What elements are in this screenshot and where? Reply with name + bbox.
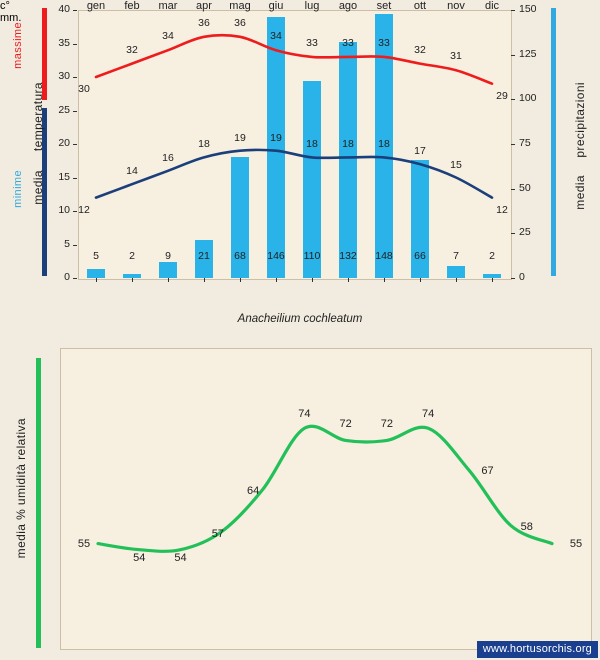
x-axis-label-mag: mag — [229, 0, 251, 12]
precip-value-label: 9 — [165, 250, 171, 262]
precip-value-label: 21 — [198, 250, 210, 262]
x-tick-mark — [132, 278, 133, 282]
minime-value-label: 18 — [306, 138, 318, 151]
humidity-curve — [98, 426, 552, 551]
legend-massime: massime — [12, 22, 24, 69]
y-tick-mark — [73, 178, 77, 179]
y2-tick-mark — [511, 55, 515, 56]
x-tick-mark — [168, 278, 169, 282]
x-axis-label-lug: lug — [304, 0, 320, 12]
y-tick-mark — [73, 77, 77, 78]
precip-value-label: 148 — [375, 250, 393, 262]
y-tick-mark — [73, 245, 77, 246]
x-tick-mark — [456, 278, 457, 282]
precip-value-label: 66 — [414, 250, 426, 262]
humidity-chart — [0, 340, 600, 660]
massime-value-label: 29 — [496, 89, 508, 102]
y2-tick-mark — [511, 278, 515, 279]
humidity-value-label: 74 — [298, 408, 311, 421]
minime-value-label: 18 — [198, 138, 210, 151]
y2-tick-mark — [511, 10, 515, 11]
humidity-value-label: 64 — [246, 485, 260, 497]
massime-value-label: 36 — [198, 16, 210, 29]
massime-value-label: 36 — [234, 16, 246, 29]
x-tick-mark — [420, 278, 421, 282]
minime-value-label: 12 — [78, 203, 90, 216]
precip-value-label: 110 — [303, 250, 321, 262]
humidity-value-label: 72 — [380, 418, 394, 431]
humidity-value-label: 55 — [77, 537, 91, 550]
precip-value-label: 7 — [453, 250, 459, 262]
y-tick-label: 15 — [58, 170, 70, 183]
minime-value-label: 16 — [162, 151, 174, 164]
precip-value-label: 132 — [339, 250, 357, 262]
minime-value-label: 18 — [342, 138, 354, 151]
y2-tick-mark — [511, 144, 515, 145]
x-tick-mark — [96, 278, 97, 282]
minime-value-label: 18 — [378, 138, 390, 151]
y2-tick-mark — [511, 233, 515, 234]
y2-tick-mark — [511, 189, 515, 190]
legend-minime: minime — [12, 170, 24, 208]
y-tick-label: 10 — [58, 204, 70, 216]
precip-value-label: 2 — [129, 250, 135, 262]
humidity-value-label: 58 — [520, 521, 533, 534]
y-tick-label: 25 — [58, 103, 70, 116]
y2-tick-label: 25 — [519, 226, 531, 239]
y2-tick-label: 150 — [519, 3, 537, 15]
x-axis-label-ott: ott — [413, 0, 427, 12]
massime-value-label: 34 — [270, 30, 282, 43]
minime-value-label: 17 — [414, 145, 426, 158]
minime-value-label: 12 — [496, 203, 508, 216]
humidity-value-label: 72 — [339, 418, 352, 431]
y-tick-mark — [73, 278, 77, 279]
y-tick-mark — [73, 44, 77, 45]
watermark: www.hortusorchis.org — [477, 641, 598, 658]
y-tick-label: 35 — [58, 36, 70, 49]
y2-tick-label: 0 — [519, 271, 525, 283]
x-axis-label-nov: nov — [447, 0, 465, 12]
massime-value-label: 30 — [78, 83, 90, 95]
precip-value-label: 68 — [234, 250, 246, 262]
x-tick-mark — [348, 278, 349, 282]
massime-value-label: 33 — [342, 36, 354, 49]
massime-line — [96, 35, 492, 84]
minime-value-label: 19 — [234, 131, 246, 144]
y2-tick-label: 50 — [519, 181, 531, 194]
humidity-value-label: 74 — [422, 408, 435, 421]
humidity-value-label: 54 — [133, 551, 146, 564]
y-tick-mark — [73, 10, 77, 11]
massime-value-label: 33 — [306, 36, 318, 49]
x-axis-label-feb: feb — [124, 0, 140, 12]
axis-unit-celsius: c° — [0, 0, 10, 12]
y-tick-label: 20 — [58, 137, 70, 149]
x-axis-label-ago: ago — [338, 0, 358, 12]
y-tick-label: 0 — [64, 271, 70, 283]
y-tick-mark — [73, 144, 77, 145]
axis-label-umidita: media % umidità relativa — [14, 418, 28, 559]
minime-value-label: 15 — [450, 158, 462, 171]
humidity-value-label: 55 — [569, 537, 583, 550]
x-axis-label-set: set — [376, 0, 392, 12]
massime-value-label: 34 — [162, 30, 174, 43]
precipitazioni-color-bar — [551, 8, 556, 276]
x-tick-mark — [384, 278, 385, 282]
axis-label-temperatura: temperatura — [31, 82, 45, 152]
x-axis-label-mar: mar — [158, 0, 178, 12]
y-tick-label: 5 — [64, 237, 70, 250]
humidity-value-label: 57 — [211, 527, 224, 540]
massime-value-label: 33 — [378, 36, 390, 49]
axis-label-precipitazioni: precipitazioni — [573, 82, 587, 158]
x-axis-label-gen: gen — [86, 0, 106, 12]
minime-value-label: 14 — [126, 165, 138, 178]
y-tick-mark — [73, 111, 77, 112]
y-tick-label: 40 — [58, 3, 70, 15]
umidita-color-bar — [36, 358, 41, 648]
massime-value-label: 32 — [414, 43, 426, 56]
x-tick-mark — [204, 278, 205, 282]
precip-value-label: 5 — [93, 250, 99, 262]
x-tick-mark — [312, 278, 313, 282]
y-tick-label: 30 — [58, 70, 70, 82]
humidity-line — [60, 348, 590, 648]
axis-label-media-precipitazioni: media — [573, 175, 587, 210]
y2-tick-label: 100 — [519, 92, 537, 105]
x-tick-mark — [276, 278, 277, 282]
x-tick-mark — [492, 278, 493, 282]
chart-caption-species: Anacheilium cochleatum — [237, 313, 363, 325]
x-axis-label-dic: dic — [484, 0, 500, 12]
humidity-value-label: 67 — [481, 464, 494, 477]
precip-value-label: 146 — [267, 250, 285, 262]
minime-value-label: 19 — [270, 131, 282, 144]
y2-tick-label: 75 — [519, 137, 531, 149]
axis-unit-mm: mm. — [0, 12, 22, 24]
massime-value-label: 31 — [450, 50, 462, 63]
x-axis-label-apr: apr — [196, 0, 212, 12]
precip-value-label: 2 — [489, 250, 495, 262]
y2-tick-label: 125 — [519, 47, 537, 60]
humidity-value-label: 54 — [174, 551, 187, 564]
axis-label-media-temperatura: media — [31, 170, 45, 205]
massime-value-label: 32 — [126, 43, 138, 56]
x-tick-mark — [240, 278, 241, 282]
x-axis-label-giu: giu — [268, 0, 284, 12]
